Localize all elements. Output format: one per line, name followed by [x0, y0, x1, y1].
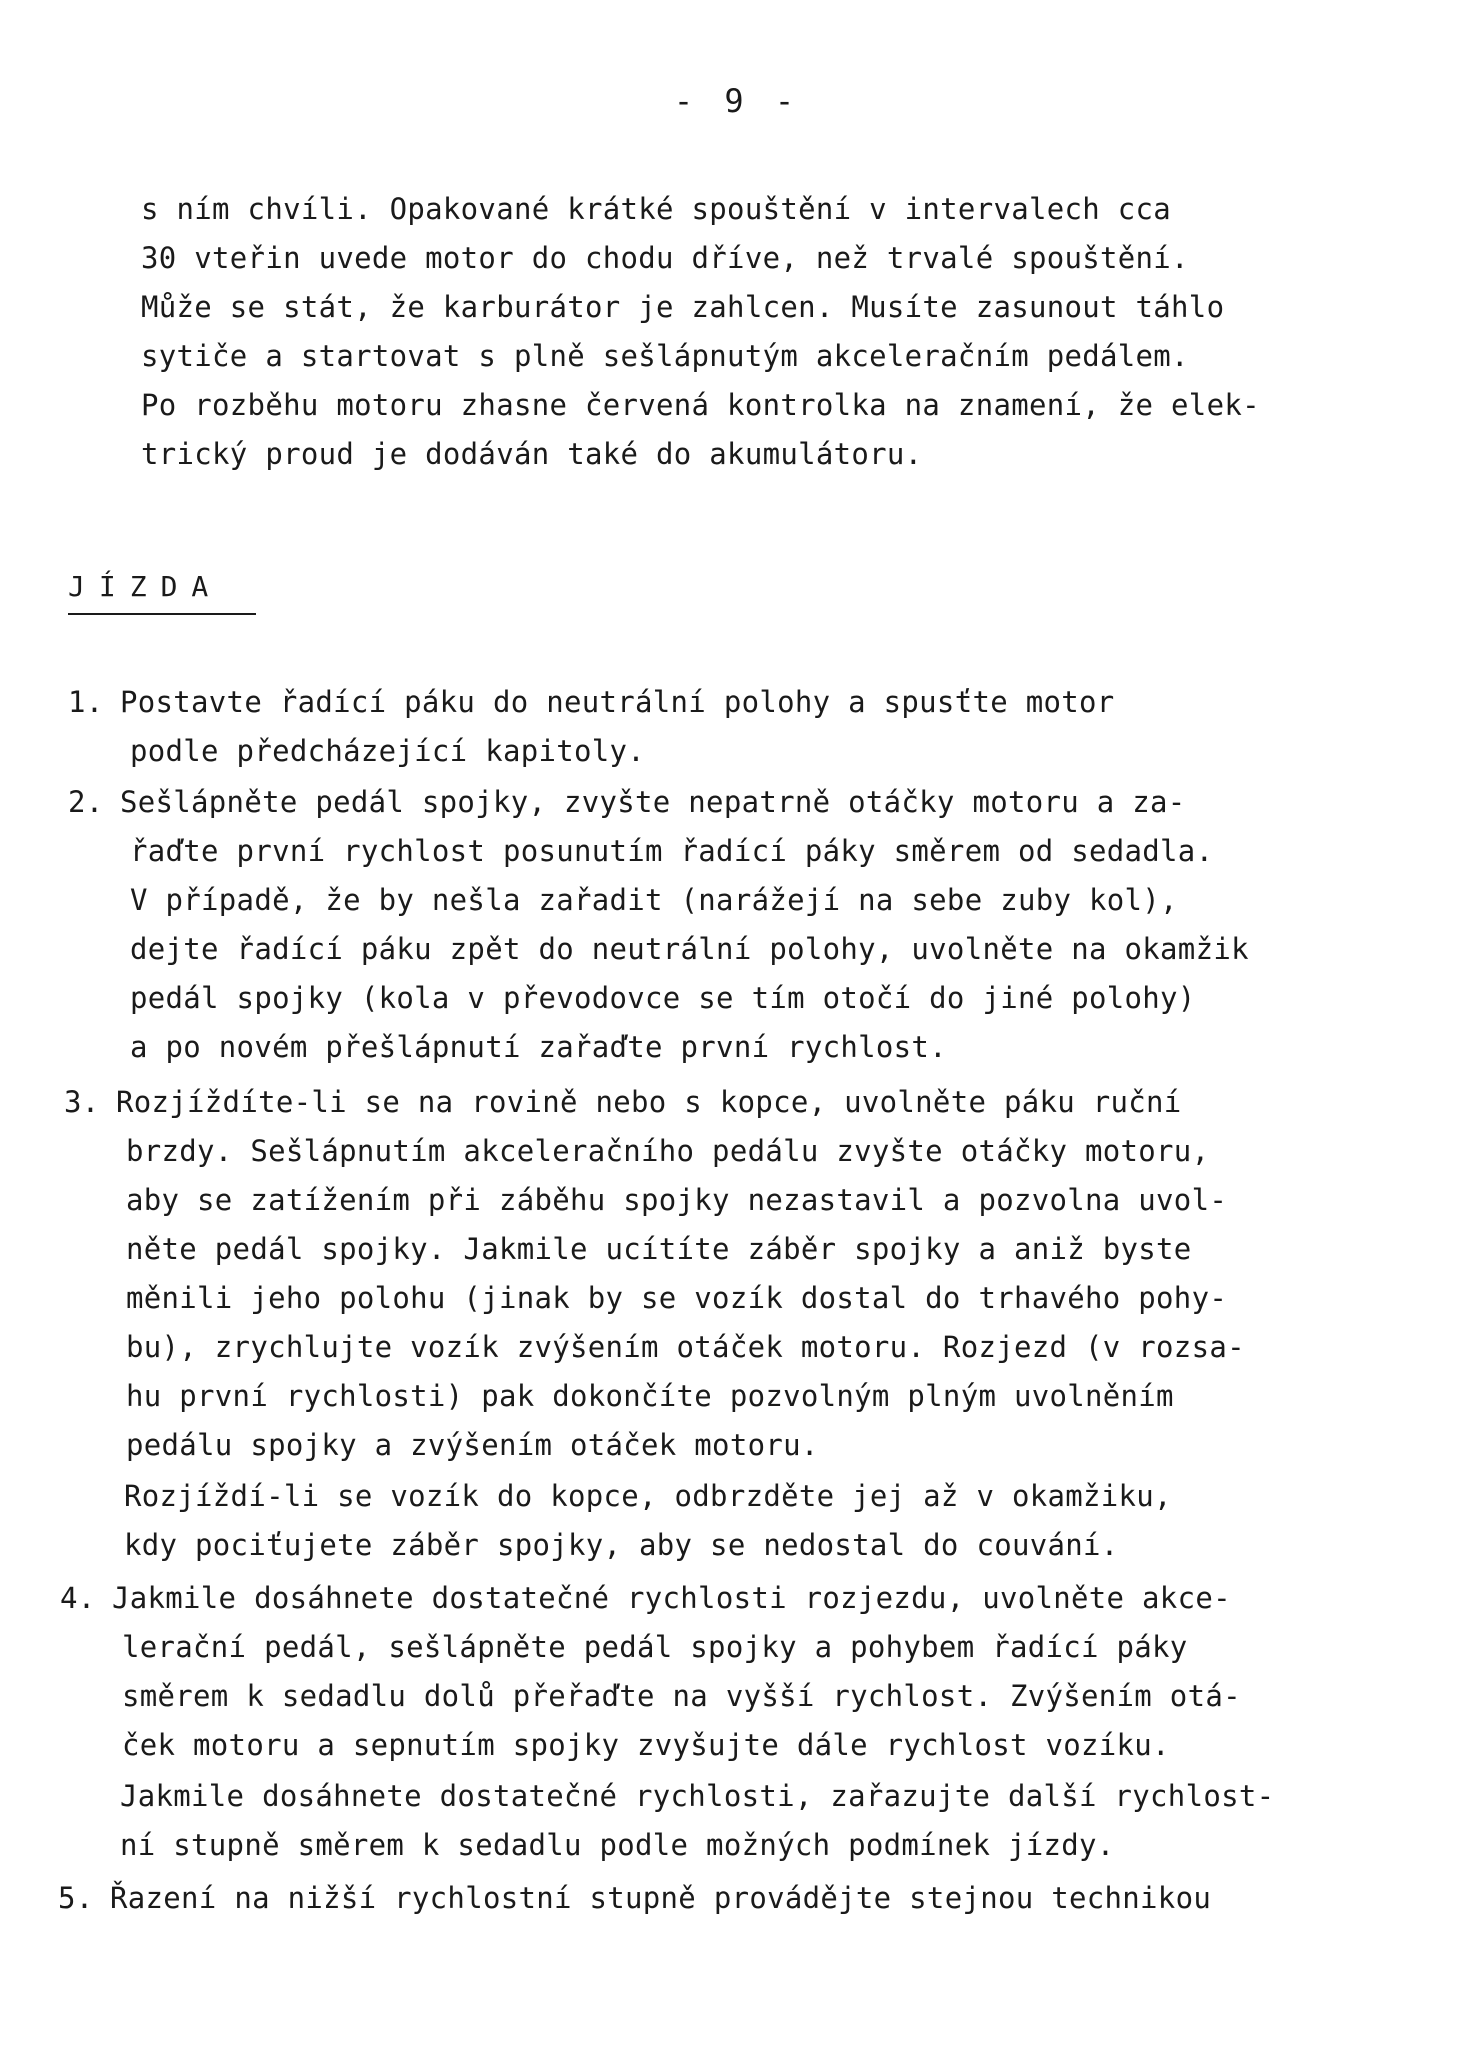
intro-line: trický proud je dodáván také do akumulátoru. — [141, 437, 923, 471]
item-number: 5. — [58, 1881, 94, 1915]
item-line: Sešlápněte pedál spojky, zvyšte nepatrně otáčky motoru a za- — [120, 785, 1186, 819]
item-number: 1. — [68, 685, 104, 719]
item-line: Rozjíždí-li se vozík do kopce, odbrzděte jej až v okamžiku, — [124, 1479, 1172, 1513]
item-line: kdy pociťujete záběr spojky, aby se nedostal do couvání. — [124, 1528, 1119, 1562]
list-item — [60, 1578, 1231, 1618]
item-line: lerační pedál, sešlápněte pedál spojky a pohybem řadící páky — [122, 1630, 1188, 1664]
item-line: něte pedál spojky. Jakmile ucítíte záběr spojky a aniž byste — [126, 1232, 1192, 1266]
item-line: pedál spojky (kola v převodovce se tím otočí do jiné polohy) — [130, 981, 1196, 1015]
intro-line: 30 vteřin uvede motor do chodu dříve, než trvalé spouštění. — [141, 241, 1189, 275]
item-line: aby se zatížením při záběhu spojky nezastavil a pozvolna uvol- — [126, 1183, 1228, 1217]
item-line: Řazení na nižší rychlostní stupně provádějte stejnou technikou — [110, 1881, 1212, 1915]
item-line: ček motoru a sepnutím spojky zvyšujte dále rychlost vozíku. — [122, 1728, 1170, 1762]
intro-line: s ním chvíli. Opakované krátké spouštění v intervalech cca — [141, 192, 1172, 226]
item-number: 3. — [64, 1085, 100, 1119]
intro-line: sytiče a startovat s plně sešlápnutým akceleračním pedálem. — [141, 339, 1189, 373]
item-line: pedálu spojky a zvýšením otáček motoru. — [126, 1428, 819, 1462]
intro-line: Po rozběhu motoru zhasne červená kontrolka na znamení, že elek- — [141, 388, 1260, 422]
item-line: dejte řadící páku zpět do neutrální polohy, uvolněte na okamžik — [130, 932, 1249, 966]
list-item — [58, 1878, 1211, 1918]
item-line: a po novém přešlápnutí zařaďte první rychlost. — [130, 1030, 947, 1064]
item-line: hu první rychlosti) pak dokončíte pozvolným plným uvolněním — [126, 1379, 1174, 1413]
item-number: 4. — [60, 1581, 96, 1615]
list-item — [68, 682, 1115, 722]
item-line: měnili jeho polohu (jinak by se vozík dostal do trhavého pohy- — [126, 1281, 1228, 1315]
section-heading: JÍZDA — [68, 570, 256, 615]
intro-line: Může se stát, že karburátor je zahlcen. Musíte zasunout táhlo — [141, 290, 1225, 324]
list-item — [68, 782, 1186, 822]
item-line: Rozjíždíte-li se na rovině nebo s kopce, uvolněte páku ruční — [116, 1085, 1182, 1119]
item-line: brzdy. Sešlápnutím akceleračního pedálu zvyšte otáčky motoru, — [126, 1134, 1210, 1168]
item-line: řaďte první rychlost posunutím řadící páky směrem od sedadla. — [130, 834, 1214, 868]
item-line: podle předcházející kapitoly. — [130, 734, 646, 768]
page-number: - 9 - — [673, 82, 801, 120]
item-number: 2. — [68, 785, 104, 819]
item-line: Jakmile dosáhnete dostatečné rychlosti rozjezdu, uvolněte akce- — [112, 1581, 1231, 1615]
item-line: bu), zrychlujte vozík zvýšením otáček motoru. Rozjezd (v rozsa- — [126, 1330, 1245, 1364]
item-line: směrem k sedadlu dolů přeřaďte na vyšší rychlost. Zvýšením otá- — [122, 1679, 1241, 1713]
item-line: ní stupně směrem k sedadlu podle možných podmínek jízdy. — [120, 1828, 1115, 1862]
item-line: V případě, že by nešla zařadit (narážejí na sebe zuby kol), — [130, 883, 1178, 917]
item-line: Postavte řadící páku do neutrální polohy a spusťte motor — [120, 685, 1115, 719]
item-line: Jakmile dosáhnete dostatečné rychlosti, zařazujte další rychlost- — [120, 1779, 1275, 1813]
list-item — [64, 1082, 1182, 1122]
